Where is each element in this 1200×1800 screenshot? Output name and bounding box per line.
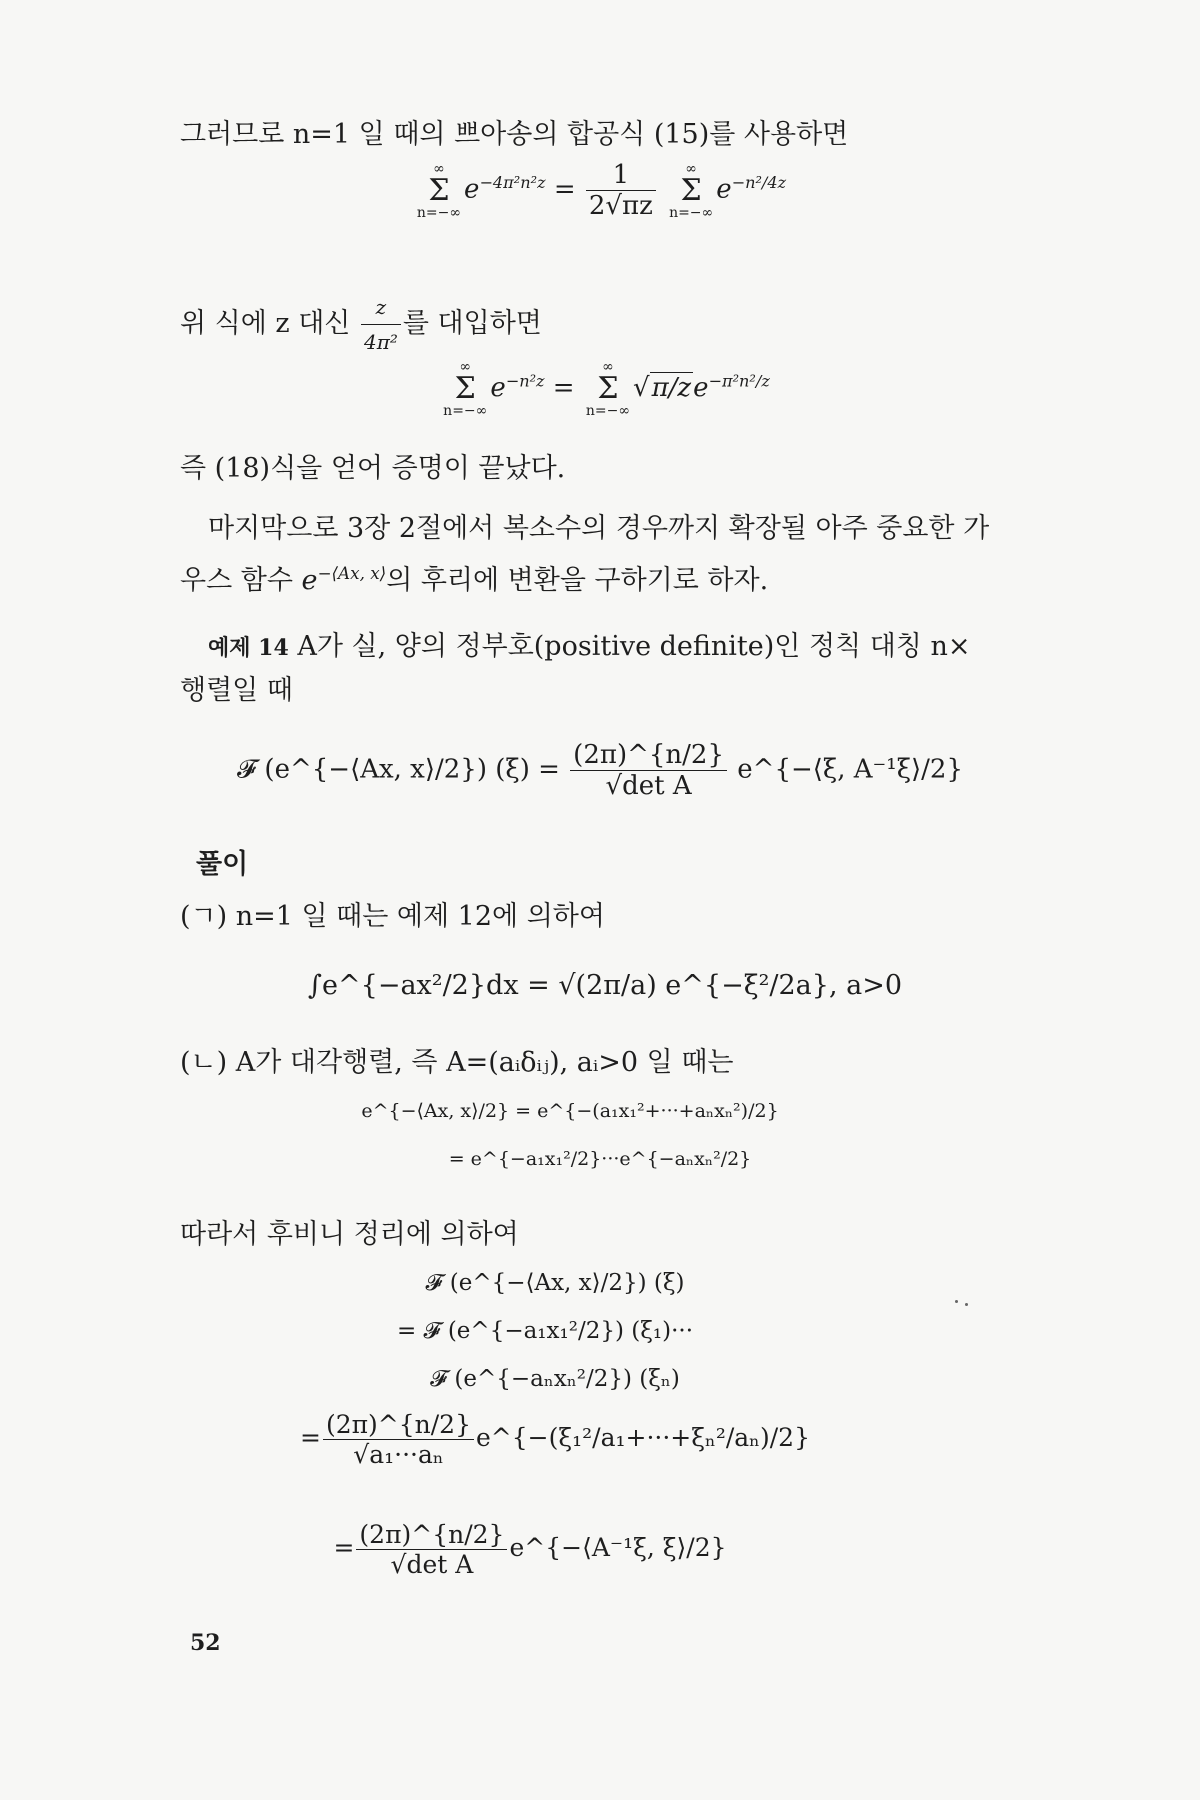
formula-fubini-3: 𝓕 (e^{−aₙxₙ²/2}) (ξₙ) xyxy=(430,1366,680,1392)
formula-substituted-sum: ∞ Σ $n=-\infty e^{-n^2z}$ = ∞ Σ $n=-\infty√\pi/ze^{-\pi^2n^2/z}$ xyxy=(443,359,770,419)
formula-diag-exp-2: = e^{−a₁x₁²/2}···e^{−aₙxₙ²/2} xyxy=(448,1148,752,1170)
formula-poisson-sum: ∞ Σ $n=-\infty e^{-4\pi^2n^2z}$ = $\frac{1}{2√\pi z}$ ∞ Σ $n=-\infty e^{-n^2/4z}$ xyxy=(416,160,787,221)
text-line-2: 위 식에 z 대신 $\frac{z}{\text{4π²}}$ 를 대입하면 xyxy=(180,290,542,359)
formula-fubini-5: = $\frac{(2\pi)\^{}\{n/2\}}{\text{√det A}}$ e^{−⟨A⁻¹ξ, ξ⟩/2} xyxy=(333,1520,727,1579)
scan-speck xyxy=(955,1300,958,1303)
example-14: 예제 14 A가 실, 양의 정부호(positive definite)인 정칙 대칭 n× xyxy=(208,631,971,662)
formula-fubini-2: = 𝓕 (e^{−a₁x₁²/2}) (ξ₁)··· xyxy=(396,1318,694,1344)
solution-heading: 풀이 xyxy=(196,849,249,880)
text-line-5: 우스 함수 $e^{-⟨Ax, x⟩}$의 후리에 변환을 구하기로 하자. xyxy=(180,563,769,596)
case-b: (ㄴ) A가 대각행렬, 즉 A=(aᵢδᵢⱼ), aᵢ>0 일 때는 xyxy=(180,1047,734,1078)
formula-fubini-4: = $\frac{(2\pi)\^{}\{n/2\}}{\text{√a₁···aₙ}}$ e^{−(ξ₁²/a₁+···+ξₙ²/aₙ)/2} xyxy=(300,1410,810,1469)
text-line-3: 즉 (18)식을 얻어 증명이 끝났다. xyxy=(180,453,566,484)
page-number: 52 xyxy=(190,1630,221,1656)
text-fubini: 따라서 후비니 정리에 의하여 xyxy=(180,1219,519,1250)
text-line-1: 그러므로 n=1 일 때의 쁘아송의 합공식 (15)를 사용하면 xyxy=(180,119,849,150)
case-a: (ㄱ) n=1 일 때는 예제 12에 의하여 xyxy=(180,901,605,932)
example-14-cont: 행렬일 때 xyxy=(180,675,293,706)
formula-gaussian-fourier: 𝓕 (e^{−⟨Ax, x⟩/2}) (ξ) = $\frac{(2\pi)\^{}\{n/2\}}{\text{√det A}}$ e^{−⟨ξ, A⁻¹ξ⟩/2} xyxy=(236,740,964,801)
formula-diag-exp-1: e^{−⟨Ax, x⟩/2} = e^{−(a₁x₁²+···+aₙxₙ²)/2} xyxy=(361,1100,779,1122)
scan-speck xyxy=(965,1303,968,1306)
formula-fubini-1: 𝓕 (e^{−⟨Ax, x⟩/2}) (ξ) xyxy=(425,1270,685,1296)
text-line-4: 마지막으로 3장 2절에서 복소수의 경우까지 확장될 아주 중요한 가 xyxy=(208,513,990,544)
formula-1d-gaussian: ∫e^{−ax²/2}dx = √(2π/a) e^{−ξ²/2a}, a>0 xyxy=(307,970,903,1001)
